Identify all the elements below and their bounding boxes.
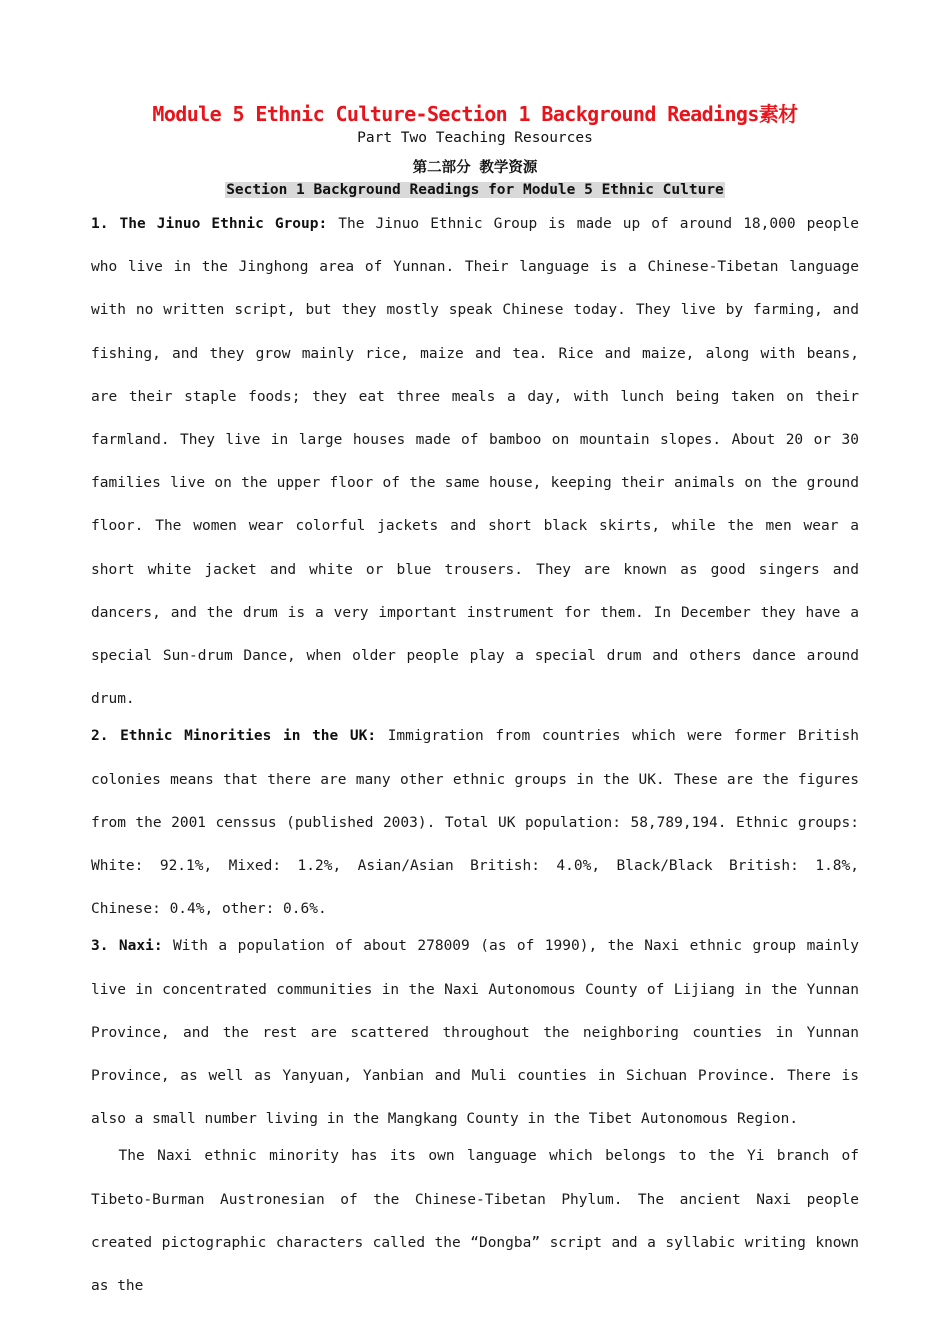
part-heading-chinese: 第二部分 教学资源 — [412, 160, 538, 176]
paragraph-naxi-language — [91, 1135, 859, 1308]
section-heading — [0, 182, 950, 198]
document-title: Module 5 Ethnic Culture-Section 1 Background Readings素材 — [152, 102, 798, 126]
paragraph-lead: 2. Ethnic Minorities in the UK: — [91, 728, 377, 745]
paragraph-text: The Jinuo Ethnic Group is made up of around 18,000 people who live in the Jinghong area of Yunnan. Their language is a Chinese-Tibetan language with no written script, but they mostly speak Chinese today. They live by farming, and fishing, and they grow mainly rice, maize and tea. Rice and maize, along with beans, are their staple foods; they eat three meals a day, with lunch being taken on their farmland. They live in large houses made of bamboo on mountain slopes. About 20 or 30 families live on the upper floor of the same house, keeping their animals on the ground floor. The women wear colorful jackets and short black skirts, while the men wear a short white jacket and white or blue trousers. They are known as good singers and dancers, and the drum is a very important instrument for them. In December they have a special Sun-drum Dance, when older people play a special drum and others dance around drum. — [91, 216, 859, 708]
paragraph-text: With a population of about 278009 (as of 1990), the Naxi ethnic group mainly live in concentrated communities in the Naxi Autonomous County of Lijiang in the Yunnan Province, and the rest are scattered throughout the neighboring counties in Yunnan Province, as well as Yanyuan, Yanbian and Muli counties in Sichuan Province. There is also a small number living in the Mangkang County in the Tibet Autonomous Region. — [91, 938, 859, 1128]
paragraph-lead: 3. Naxi: — [91, 938, 163, 955]
paragraph-lead: 1. The Jinuo Ethnic Group: — [91, 216, 328, 232]
paragraph-naxi — [91, 925, 859, 1141]
paragraph-text: The Naxi ethnic minority has its own language which belongs to the Yi branch of Tibeto-Burman Austronesian of the Chinese-Tibetan Phylum. The ancient Naxi people created pictographic characters called the “Dongba” script and a syllabic writing known as the — [91, 1148, 859, 1295]
document-body — [91, 203, 859, 1308]
section-heading-text: Section 1 Background Readings for Module 5 Ethnic Culture — [226, 182, 724, 198]
paragraph-uk-minorities — [91, 715, 859, 931]
paragraph-jinuo — [91, 203, 859, 721]
part-heading: Part Two Teaching Resources — [357, 130, 593, 146]
paragraph-text: Immigration from countries which were former British colonies means that there are many other ethnic groups in the UK. These are the figures from the 2001 censsus (published 2003). Total UK population: 58,789,194. Ethnic groups: White: 92.1%, Mixed: 1.2%, Asian/Asian British: 4.0%, Black/Black British: 1.8%, Chinese: 0.4%, other: 0.6%. — [91, 728, 859, 918]
